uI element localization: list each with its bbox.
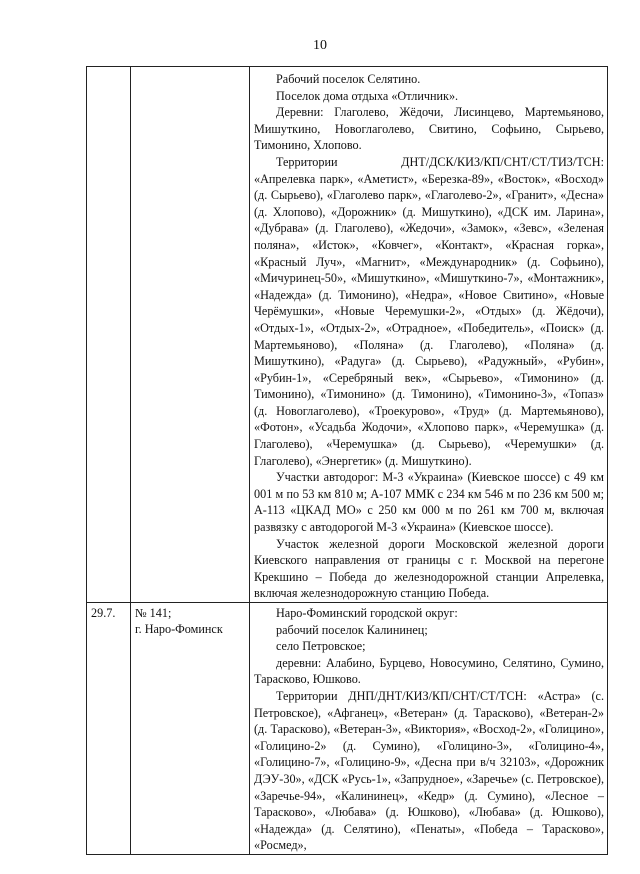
- district-name-cell: [131, 603, 250, 855]
- paragraph: Поселок дома отдыха «Отличник».: [276, 88, 459, 103]
- territory-description-cell: [250, 67, 608, 603]
- district-name-cell: [131, 67, 250, 603]
- paragraph: Наро-Фоминский городской округ:: [276, 606, 458, 620]
- page-number: 10: [313, 38, 327, 53]
- paragraph: Участки автодорог: М-3 «Украина» (Киевское шоссе) с 49 км 001 м по 53 км 810 м; А-107 ММК с 234 км 546 м по 236 км 500 м; А-113 «ЦКАД МО» с 250 км 000 м по 261 км 700 м, включая развязку с автодорогой М-3 «Украина» (Киевское шоссе).: [254, 470, 604, 535]
- district-city: г. Наро-Фоминск: [135, 622, 223, 636]
- paragraph: село Петровское;: [276, 639, 366, 654]
- paragraph: Территории ДНТ/ДСК/КИЗ/КП/СНТ/СТ/ТИЗ/ТСН: «Апрелевка парк», «Аметист», «Березка-89», «Восток», «Восход» (д. Сырьево), «Глаголево парк», «Глаголево-2», «Гранит», «Десна» (д. Хлопово), «Дорожник» (д. Мишуткино), «ДСК им. Ларина», «Дубрава» (д. Глаголево), «Жедочи», «Замок», «Зевс», «Зеленая поляна», «Исток», «Ковчег», «Контакт», «Красная горка», «Красный Луч», «Магнит», «Международник» (д. Софьино), «Мичуринец-50», «Мишуткино», «Мишуткино-7», «Монтажник», «Надежда» (д. Тимонино), «Недра», «Новое Свитино», «Новые Черёмушки», «Новые Черемушки-2», «Отдых» (д. Жёдочи), «Отдых-1», «Отдых-2», «Отрадное», «Победитель», «Поиск» (д. Мартемьяново), «Поляна» (д. Глаголево), «Поляна» (д. Мишуткино), «Радуга» (д. Сырьево), «Радужный», «Рубин», «Рубин-1», «Серебряный век», «Сырьево», «Тимонино» (д. Тимонино), «Тимонино» (д. Тимонино), «Тимонино-3», «Топаз» (д. Новоглаголево), «Троекурово», «Труд» (д. Мартемьяново), «Фотон», «Усадьба Жодочи», «Хлопово парк», «Черемушка» (д. Глаголево), «Черемушка» (д. Сырьево), «Черемушки» (д. Глаголево), «Энергетик» (д. Мишуткино).: [254, 154, 604, 468]
- paragraph: Рабочий поселок Селятино.: [276, 72, 421, 86]
- territory-table: [86, 66, 608, 855]
- table-row: [87, 67, 608, 603]
- paragraph: рабочий поселок Калининец;: [276, 622, 428, 637]
- row-number-cell: [87, 67, 131, 603]
- territory-description-cell: [250, 603, 608, 855]
- paragraph: Деревни: Глаголево, Жёдочи, Лисинцево, Мартемьяново, Мишуткино, Новоглаголево, Свитино, Софьино, Сырьево, Тимонино, Хлопово.: [254, 105, 604, 153]
- district-number: № 141;: [135, 606, 172, 620]
- table-row: [87, 603, 608, 855]
- row-number-cell: 29.7.: [87, 603, 131, 855]
- paragraph: Участок железной дороги Московской железной дороги Киевского направления от границы с г. Москвой на перегоне Крекшино – Победа до железнодорожной станции Апрелевка, включая железнодорожную станцию Победа.: [254, 536, 604, 601]
- paragraph: деревни: Алабино, Бурцево, Новосумино, Селятино, Сумино, Тарасково, Юшково.: [254, 655, 604, 687]
- paragraph: Территории ДНП/ДНТ/КИЗ/КП/СНТ/СТ/ТСН: «Астра» (с. Петровское), «Афганец», «Ветеран» (д. Тарасково), «Ветеран-2» (д. Тарасково), «Ветеран-3», «Виктория», «Восход-2», «Голицино», «Голицино-2» (д. Сумино), «Голицино-3», «Голицино-4», «Голицино-7», «Голицино-9», «Десна при в/ч 32103», «Дорожник ДЭУ-30», «ДСК «Русь-1», «Запрудное», «Заречье» (с. Петровское), «Заречье-94», «Калининец», «Кедр» (д. Сумино), «Лесное – Тарасково», «Любава» (д. Юшково), «Любава» (д. Юшково), «Надежда» (д. Селятино), «Пенаты», «Победа – Тарасково», «Росмед»,: [254, 688, 604, 853]
